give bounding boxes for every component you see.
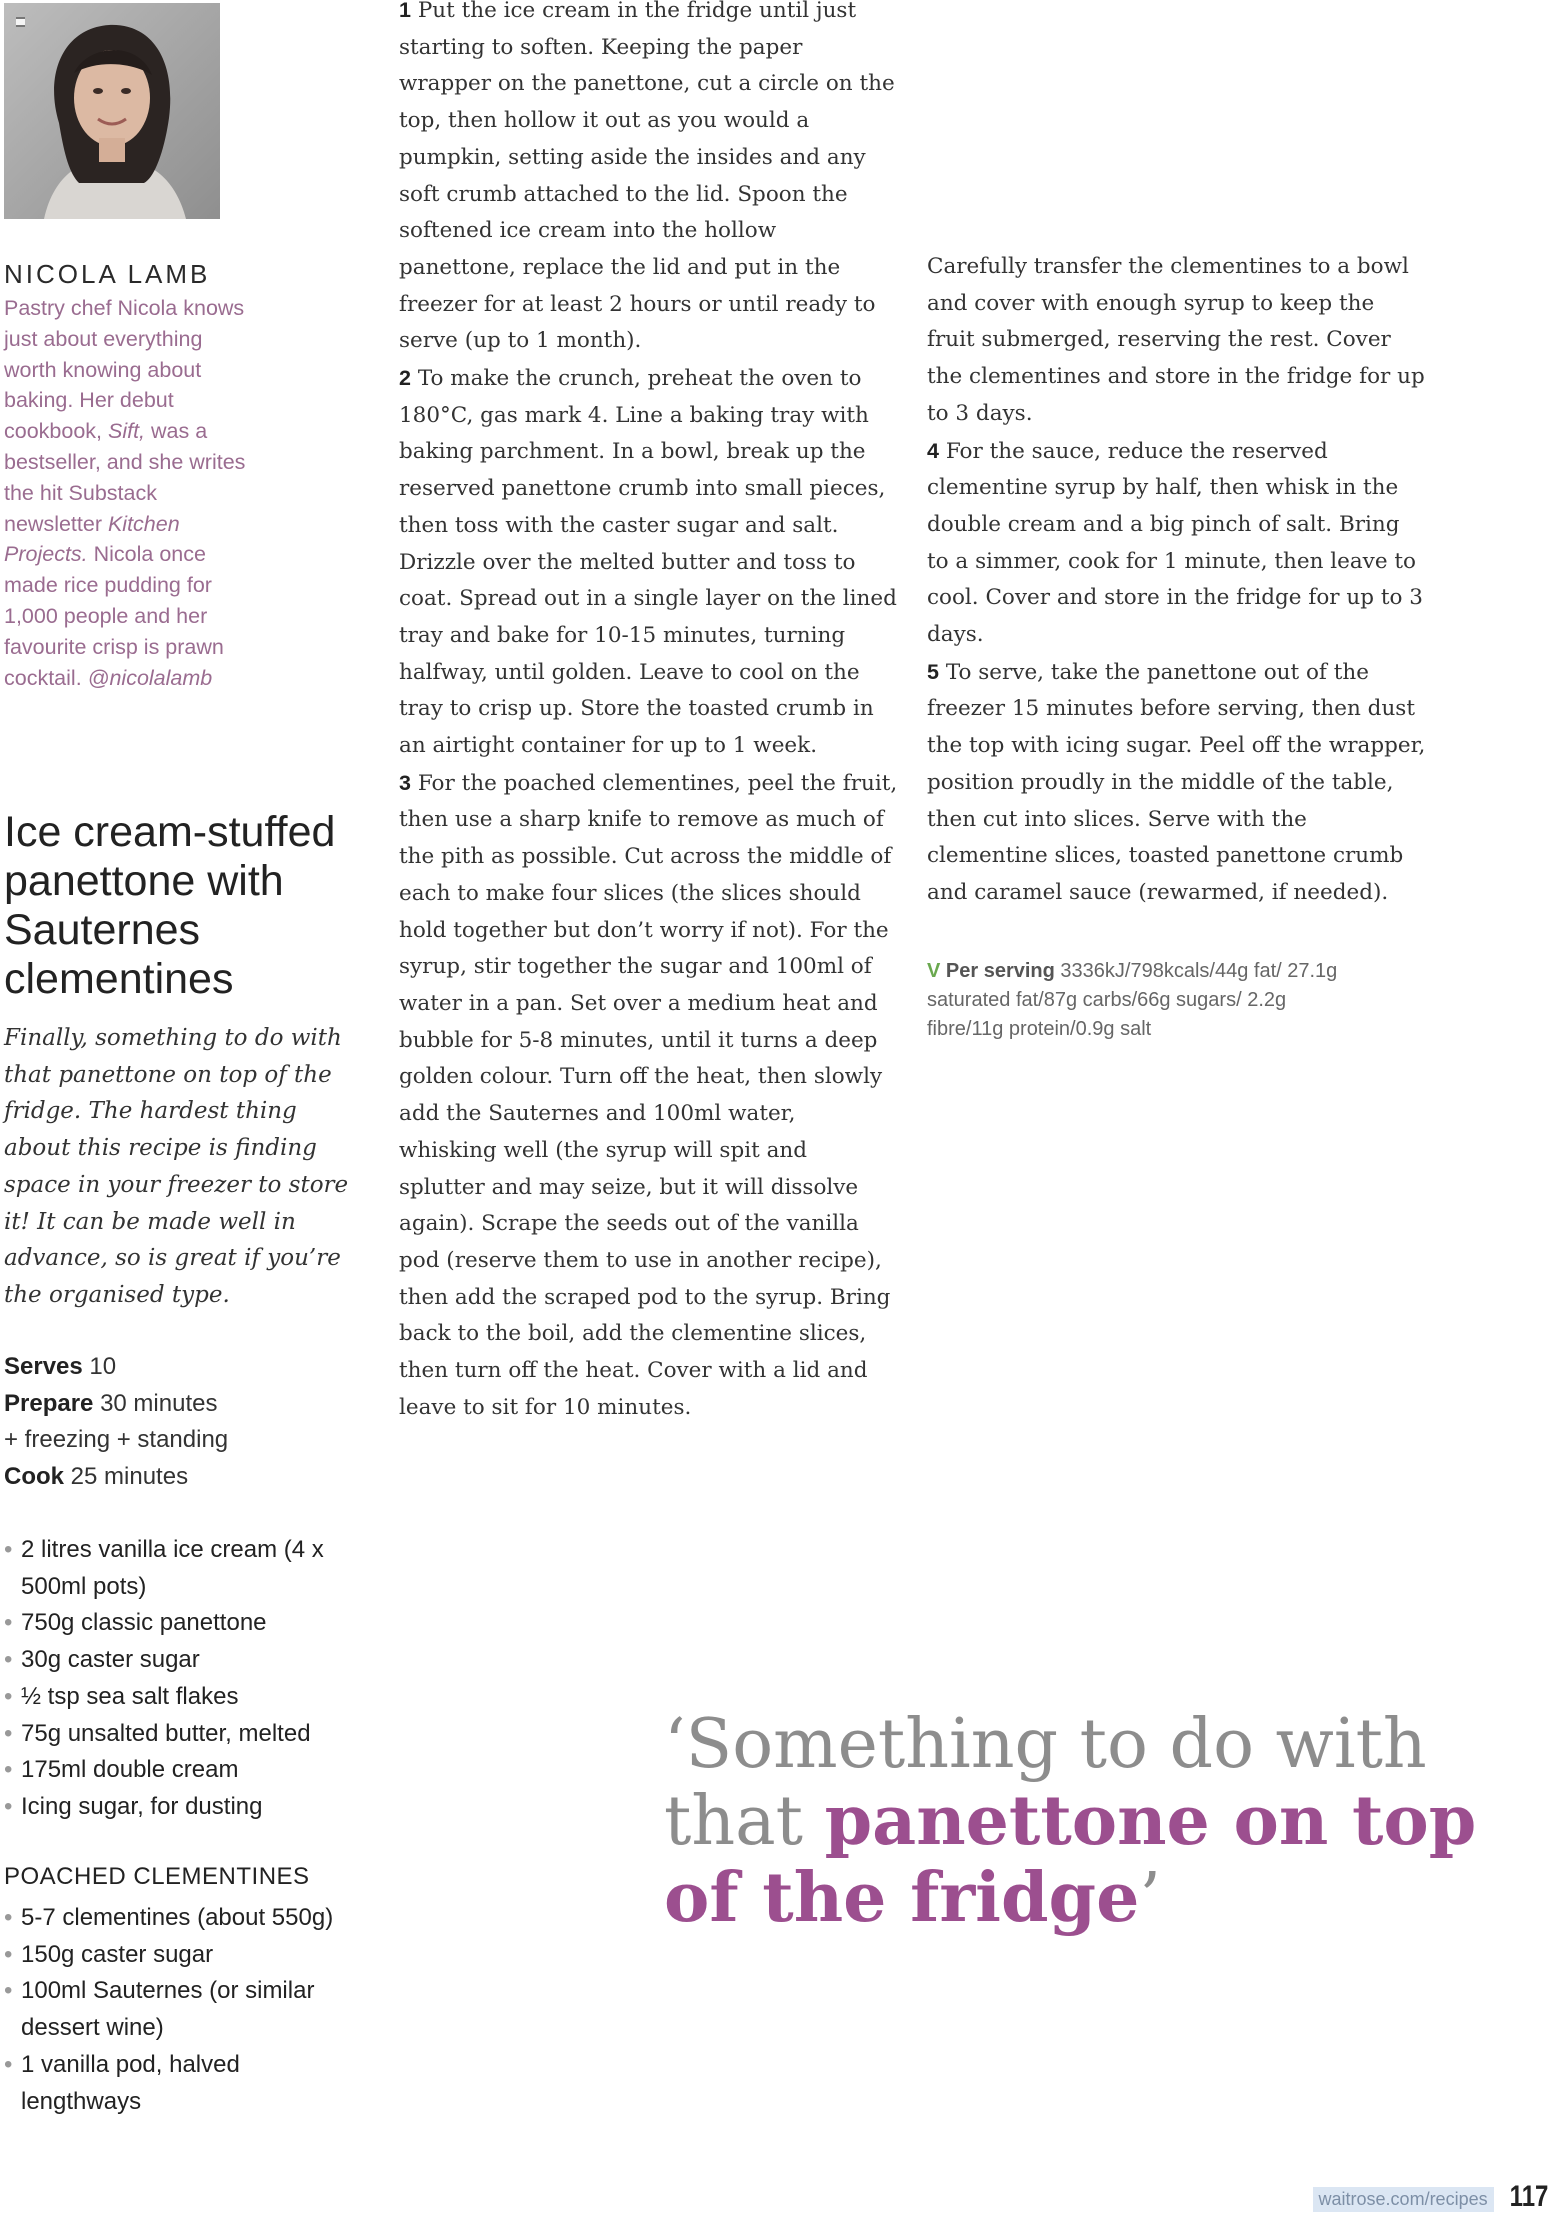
ingredient-item: [4, 1605, 364, 1642]
pull-quote-highlight: panettone on top of the fridge: [664, 1781, 1477, 1938]
ingredient-text: 30g caster sugar: [21, 1646, 200, 1674]
bio-text: @nicolalamb: [87, 665, 213, 690]
bio-text: Nicola once made rice pudding for 1,000 people and her favourite crisp is prawn cocktail.: [4, 542, 224, 690]
step-number: 3: [399, 770, 411, 795]
bio-text: was a bestseller, and she writes the hit Substack newsletter: [4, 419, 246, 536]
footer-link[interactable]: waitrose.com/recipes: [1313, 2187, 1494, 2212]
ingredient-item: [4, 1642, 364, 1679]
method-step: [399, 0, 899, 360]
ingredient-item: [4, 1789, 364, 1826]
pull-quote-close: ’: [1139, 1859, 1161, 1938]
method-step: [927, 433, 1427, 654]
vegetarian-mark: V: [927, 960, 941, 982]
pull-quote: [664, 1706, 1524, 1937]
bullet-icon: •: [4, 1536, 13, 1563]
ingredient-text: ½ tsp sea salt flakes: [21, 1682, 239, 1710]
bio-text: Sift,: [107, 419, 146, 444]
method-step: [399, 360, 899, 765]
bullet-icon: •: [4, 1904, 13, 1931]
step-text: To serve, take the panettone out of the freezer 15 minutes before serving, then dust the top with icing sugar. Peel off the wrapper, position proudly in the middle of the table, then cut into slices. Serve with the clementine slices, toasted panettone crumb and caramel sauce (rewarmed, if needed).: [927, 659, 1426, 905]
step-text: For the poached clementines, peel the fruit, then use a sharp knife to remove as much of the pith as possible. Cut across the middle of each to make four slices (the slices should hold together but don’t worry if not). For the syrup, stir together the sugar and 100ml of water in a pan. Set over a medium heat and bubble for 5-8 minutes, until it turns a deep golden colour. Turn off the heat, then slowly add the Sauternes and 100ml water, whisking well (the syrup will spit and splutter and may seize, but it will dissolve again). Scrape the seeds out of the vanilla pod (reserve them to use in another recipe), then add the scraped pod to the syrup. Bring back to the boil, add the clementine slices, then turn off the heat. Cover with a lid and leave to sit for 10 minutes.: [399, 770, 898, 1420]
pull-quote-text: ‘Something to do with that: [664, 1705, 1427, 1861]
ingredient-text: 2 litres vanilla ice cream (4 x 500ml pots): [21, 1536, 324, 1600]
bullet-icon: •: [4, 1792, 13, 1820]
step-text: Carefully transfer the clementines to a bowl and cover with enough syrup to keep the fruit submerged, reserving the rest. Cover the clementines and store in the fridge for up to 3 days.: [927, 254, 1425, 426]
ingredient-text: 750g classic panettone: [21, 1609, 267, 1637]
step-number: 4: [927, 438, 939, 463]
method-column-2-body: [927, 249, 1427, 912]
author-bio: [4, 293, 259, 693]
ingredient-text: 1 vanilla pod, halved lengthways: [21, 2050, 240, 2115]
bullet-icon: •: [4, 1756, 13, 1784]
step-text: To make the crunch, preheat the oven to 180°C, gas mark 4. Line a baking tray with baking parchment. In a bowl, break up the reserved panettone crumb into small pieces, then toss with the caster sugar and salt. Drizzle over the melted butter and toss to coat. Spread out in a single layer on the lined tray and bake for 10-15 minutes, turning halfway, until golden. Leave to cool on the tray to crisp up. Store the toasted crumb in an airtight container for up to 1 week.: [399, 366, 897, 759]
bio-text: Pastry chef Nicola knows just about everything worth knowing about baking. Her debut cookbook,: [4, 296, 245, 444]
ingredient-text: Icing sugar, for dusting: [21, 1792, 263, 1820]
nutrition-values: 3336kJ/798kcals/44g fat/ 27.1g saturated fat/87g carbs/66g sugars/ 2.2g fibre/11g protein/0.9g salt: [927, 960, 1338, 1040]
prepare-extra: + freezing + standing: [4, 1426, 229, 1454]
author-name: NICOLA LAMB: [4, 259, 211, 289]
step-number: 1: [399, 0, 411, 22]
prepare-line: [4, 1386, 228, 1423]
step-number: 5: [927, 659, 939, 684]
bullet-icon: •: [4, 1719, 13, 1747]
cook-value: 25 minutes: [70, 1463, 189, 1491]
serves-label: Serves: [4, 1353, 83, 1380]
poached-ingredient-item: [4, 1900, 364, 1937]
poached-ingredient-list: [4, 1900, 364, 2120]
method-column-1: [399, 0, 899, 1426]
method-step: [927, 249, 1427, 433]
ingredient-item: [4, 1716, 364, 1753]
cook-label: Cook: [4, 1463, 64, 1491]
nutrition-label: Per serving: [945, 960, 1055, 982]
author-photo: [4, 3, 220, 219]
page-number: 117: [1509, 2180, 1548, 2213]
bullet-icon: •: [4, 1646, 13, 1674]
method-column-2: [927, 249, 1427, 912]
method-step: [927, 654, 1427, 912]
bio-text: Kitchen Projects.: [4, 511, 180, 567]
ingredient-text: 100ml Sauternes (or similar dessert wine): [21, 1977, 315, 2042]
vegetarian-flag-icon: [16, 17, 25, 27]
step-number: 2: [399, 366, 411, 391]
poached-clementines-heading: POACHED CLEMENTINES: [4, 1863, 310, 1890]
ingredient-text: 5-7 clementines (about 550g): [21, 1904, 334, 1931]
nutrition-info: [927, 957, 1357, 1043]
bullet-icon: •: [4, 1977, 13, 2005]
ingredient-text: 150g caster sugar: [21, 1940, 214, 1968]
ingredient-item: [4, 1532, 364, 1605]
page-footer: [1313, 2176, 1548, 2212]
poached-ingredient-item: [4, 1937, 364, 1974]
ingredient-list: [4, 1532, 364, 1826]
ingredient-text: 175ml double cream: [21, 1756, 239, 1784]
serves-value: 10: [89, 1353, 117, 1380]
recipe-title: Ice cream-stuffed panettone with Sauternes clementines: [4, 808, 336, 1003]
poached-ingredient-item: [4, 1973, 364, 2046]
ingredient-text: 75g unsalted butter, melted: [21, 1719, 311, 1747]
bullet-icon: •: [4, 1609, 13, 1637]
prepare-value: 30 minutes: [100, 1389, 218, 1417]
step-text: Put the ice cream in the fridge until just starting to soften. Keeping the paper wrapper on the panettone, cut a circle on the top, then hollow it out as you would a pumpkin, setting aside the insides and any soft crumb attached to the lid. Spoon the softened ice cream into the hollow panettone, replace the lid and put in the freezer for at least 2 hours or until ready to serve (up to 1 month).: [399, 0, 895, 354]
serves-line: [4, 1349, 228, 1386]
poached-ingredient-item: [4, 2047, 364, 2120]
bullet-icon: •: [4, 2050, 13, 2078]
ingredient-item: [4, 1679, 364, 1716]
bullet-icon: •: [4, 1682, 13, 1710]
recipe-meta: [4, 1349, 228, 1496]
recipe-intro: Finally, something to do with that panettone on top of the fridge. The hardest thing about this recipe is finding space in your freezer to store it! It can be made well in advance, so is great if you’re the organised type.: [4, 1025, 349, 1308]
bullet-icon: •: [4, 1940, 13, 1968]
method-step: [399, 765, 899, 1427]
step-text: For the sauce, reduce the reserved clementine syrup by half, then whisk in the double cream and a big pinch of salt. Bring to a simmer, cook for 1 minute, then leave to cool. Cover and store in the fridge for up to 3 days.: [927, 438, 1423, 648]
cook-line: [4, 1459, 228, 1496]
ingredient-item: [4, 1752, 364, 1789]
prepare-label: Prepare: [4, 1389, 94, 1417]
